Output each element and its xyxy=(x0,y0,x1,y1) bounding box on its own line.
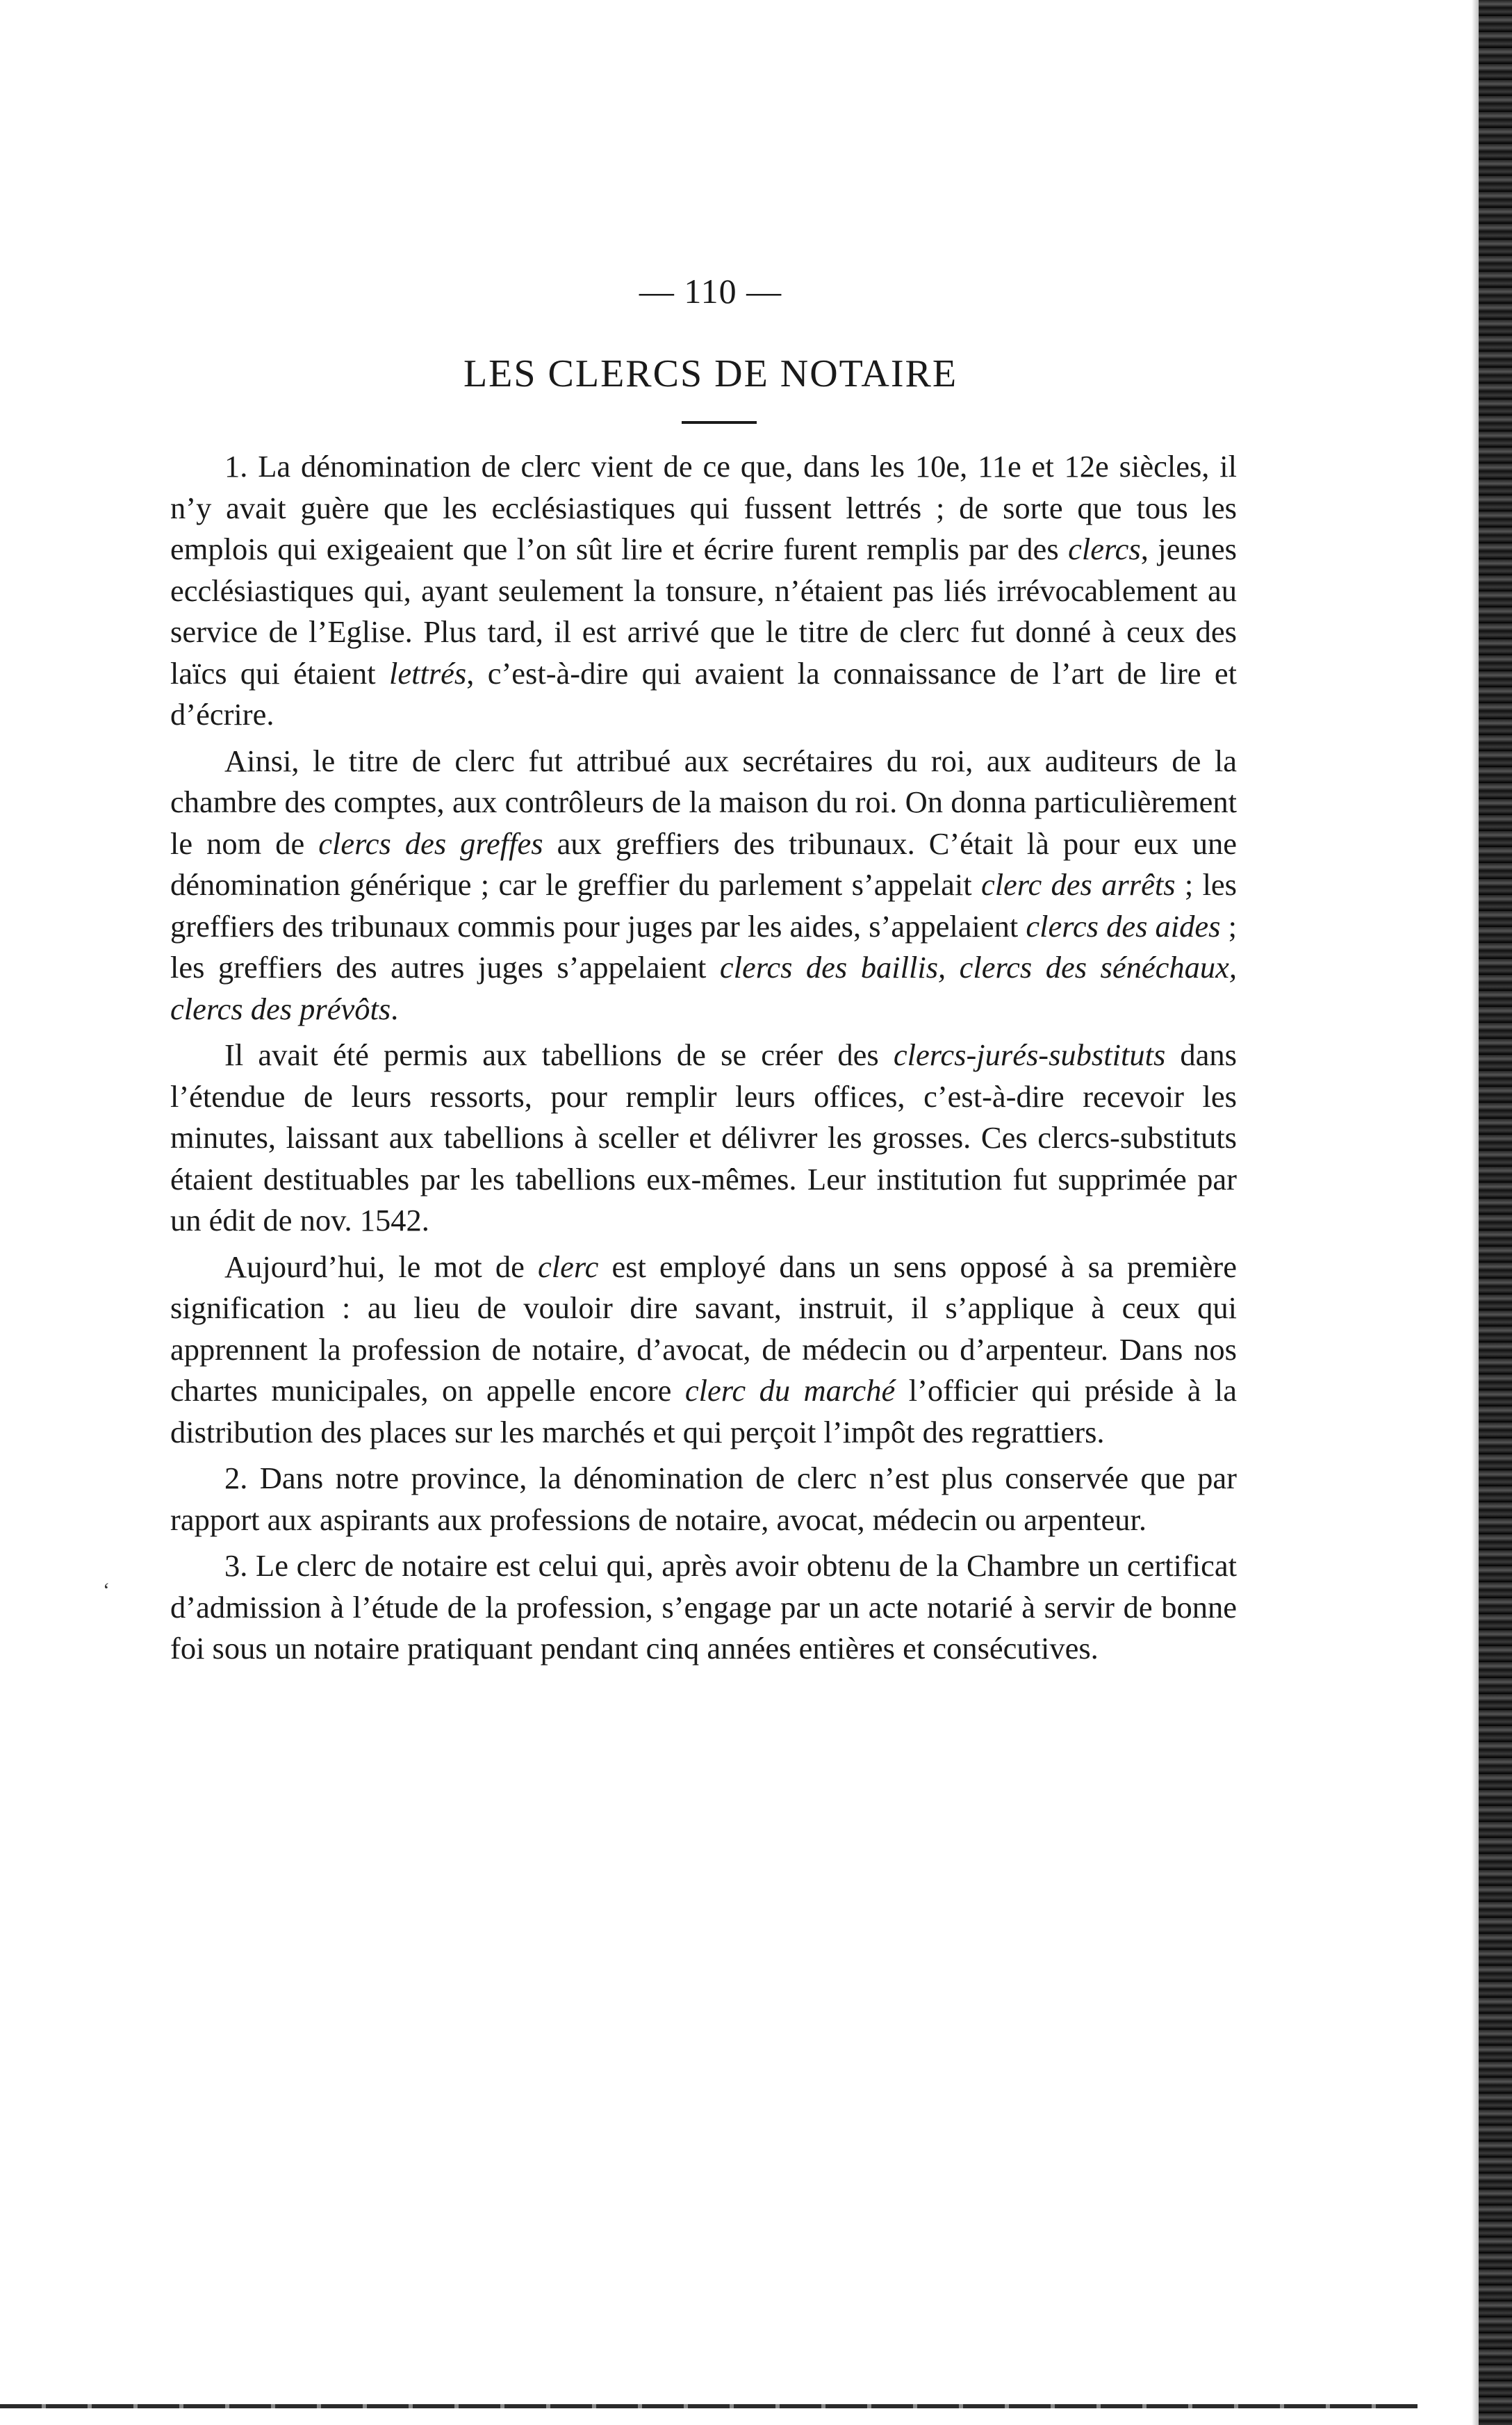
title-divider xyxy=(682,421,757,424)
page-title: LES CLERCS DE NOTAIRE xyxy=(463,352,958,395)
text-run: 3. Le clerc de notaire est celui qui, après avoir obtenu de la Chambre un certificat d’admission à l’étude de la profession, s’engage par un acte notarié à servir de bonne foi sous un notaire pratiquant pendant cinq années entières et consécutives. xyxy=(170,1548,1237,1666)
italic-term: clerc du marché xyxy=(684,1373,896,1408)
paragraph xyxy=(170,1545,1237,1670)
italic-term: clercs xyxy=(1068,532,1141,566)
paragraph xyxy=(170,1458,1237,1540)
text-run: aux greffiers des tribunaux. C’était là pour eux une dénomination générique ; car le greffier du parlement s’appelait xyxy=(170,825,1237,902)
page-number: — 110 — xyxy=(639,272,782,311)
page-content xyxy=(170,271,1237,1670)
text-run: 1. La dénomination de clerc vient de ce que, dans les 10e, 11e et 12e siècles, il n’y avait guère que les ecclésiastiques qui fussent lettrés ; de sorte que tous les emplois qui exigeaient que l’on sût lire et écrire furent remplis par des xyxy=(170,449,1237,566)
text-run: dans l’étendue de leurs ressorts, pour remplir leurs offices, c’est-à-dire recevoir les minutes, laissant aux tabellions à sceller et délivrer les grosses. Ces clercs-substituts étaient destituables par les tabellions eux-mêmes. Leur institution fut supprimée par un édit de nov. 1542. xyxy=(170,1037,1237,1238)
paragraph xyxy=(170,741,1237,1030)
italic-term: clercs des baillis, clercs des sénéchaux, clercs des prévôts xyxy=(170,950,1238,1026)
italic-term: clercs des greffes xyxy=(318,825,543,861)
scan-bottom-edge xyxy=(0,2404,1418,2408)
text-run: , c’est-à-dire qui avaient la connaissance de l’art de lire et d’écrire. xyxy=(170,655,1237,732)
italic-term: clercs des aides xyxy=(1026,908,1221,944)
text-run: est employé dans un sens opposé à sa première signification : au lieu de vouloir dire savant, instruit, il s’applique à ceux qui apprennent la profession de notaire, d’avocat, de médecin ou d’arpenteur. Dans nos chartes municipales, on appelle encore xyxy=(170,1249,1237,1408)
text-run: Il avait été permis aux tabellions de se créer des xyxy=(224,1037,894,1072)
text-run: 2. Dans notre province, la dénomination de clerc n’est plus conservée que par rapport aux aspirants aux professions de notaire, avocat, médecin ou arpenteur. xyxy=(170,1461,1237,1537)
paragraph xyxy=(170,446,1237,736)
italic-term: clerc xyxy=(538,1249,599,1284)
paragraph xyxy=(170,1247,1237,1454)
text-run: . xyxy=(391,991,399,1026)
paragraph xyxy=(170,1035,1237,1242)
italic-term: clercs-jurés-substituts xyxy=(893,1037,1166,1072)
text-run: Aujourd’hui, le mot de xyxy=(224,1249,539,1284)
text-run: l’officier qui préside à la distribution des places sur les marchés et qui perçoit l’impôt des regrattiers. xyxy=(170,1373,1238,1449)
italic-term: lettrés xyxy=(389,655,467,691)
stray-mark: ‘ xyxy=(103,1579,110,1602)
scan-shadow xyxy=(1472,0,1479,2425)
scan-edge xyxy=(1479,0,1512,2425)
body-text xyxy=(170,446,1237,1670)
text-run: , jeunes ecclésiastiques qui, ayant seulement la tonsure, n’étaient pas liés irrévocablement au service de l’Eglise. Plus tard, il est arrivé que le titre de clerc fut donné à ceux des laïcs qui étaient xyxy=(170,532,1237,691)
text-run: Ainsi, le titre de clerc fut attribué aux secrétaires du roi, aux auditeurs de la chambre des comptes, aux contrôleurs de la maison du roi. On donna particulièrement le nom de xyxy=(170,743,1237,861)
text-run: ; les greffiers des tribunaux commis pour juges par les aides, s’appelaient xyxy=(170,867,1237,944)
italic-term: clerc des arrêts xyxy=(980,867,1176,902)
text-run: ; les greffiers des autres juges s’appelaient xyxy=(170,908,1238,985)
